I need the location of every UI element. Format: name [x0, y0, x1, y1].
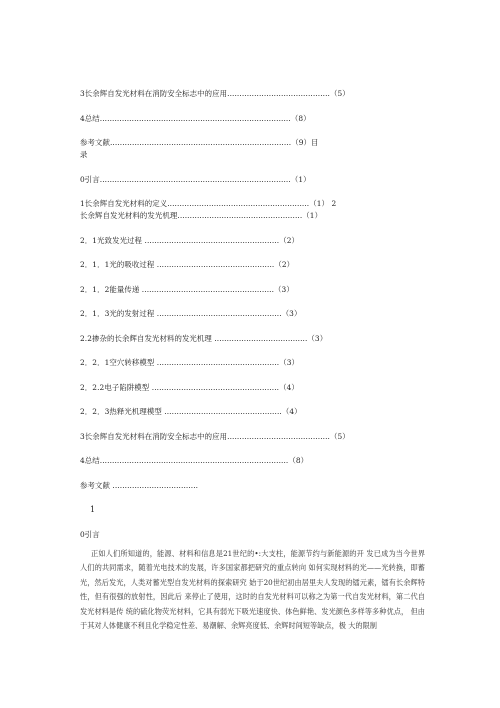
toc-entry-top-3: 参考文献..........................................................................（9）目: [80, 138, 319, 147]
toc-entry-mechanism: 长余辉自发光材料的发光机理...................................................（1）: [80, 211, 323, 220]
toc-entry-2-1-3: 2．1．3光的发射过程 ...................................................（3）: [80, 309, 302, 318]
page-number: 1: [90, 505, 96, 514]
toc-entry-intro: 0引言..............................................................................（1）: [80, 175, 311, 184]
section-heading: 0引言: [80, 530, 100, 539]
toc-label-continued: 录: [80, 150, 88, 159]
toc-entry-2-1: 2．1光致发光过程 .......................................................（2）: [80, 236, 299, 245]
toc-entry-2-2-1: 2．2．1空穴转移模型 ..................................................（3）: [80, 358, 300, 367]
toc-entry-application: 3长余辉自发光材料在消防安全标志中的应用..........................................（5）: [80, 432, 350, 441]
toc-entry-references: 参考文献 ...................................: [80, 481, 199, 490]
toc-entry-2-2: 2.2掺杂的长余辉自发光材料的发光机理 ......................................（3）: [80, 334, 328, 343]
toc-entry-2-1-1: 2．1．1光的吸收过程 ................................................（2）: [80, 260, 295, 269]
toc-entry-definition: 1长余辉自发光材料的定义..........................................................（1） 2: [80, 199, 337, 208]
toc-entry-2-2-3: 2．2．3热释光机理模型 ................................................（4）: [80, 407, 302, 416]
toc-entry-2-2-2: 2．2.2电子陷阱模型 ....................................................（4）: [80, 383, 299, 392]
toc-entry-top-1: 3长余辉自发光材料在消防安全标志中的应用..........................................（5）: [80, 89, 350, 98]
toc-entry-top-2: 4总结..............................................................................（8）: [80, 114, 311, 123]
toc-entry-2-1-2: 2．1．2能量传递 ......................................................（3）: [80, 285, 294, 294]
toc-entry-summary: 4总结.............................................................................（8）: [80, 456, 309, 465]
body-paragraph: 正如人们所知道的，能源、材料和信息是21世纪的•:大支柱，能源节约与新能源的开 发已成为当今世界人们的共同需求，随着光电技术的发展，许多国家都把研究的重点转向 如何实现材料的光——光转换，即蓄光，然后发光，人类对蓄光型自发光材料的探索研究 始于20世纪初由居里夫人发现的镭元素，镭有长余辉特性，但有很强的放射性，因此后 来停止了使用，这时的自发光材料可以称之为第一代自发光材料，第二代自发光材料是传 统的硫化物荧光材料，它具有弱光下吸光速度快、体色鲜艳、发光颜色多样等多种优点， 但由于其对人体健康不利且化学稳定性差、易潮解、余辉亮度低、余辉时间短等缺点，极 大的限制: [80, 549, 425, 631]
